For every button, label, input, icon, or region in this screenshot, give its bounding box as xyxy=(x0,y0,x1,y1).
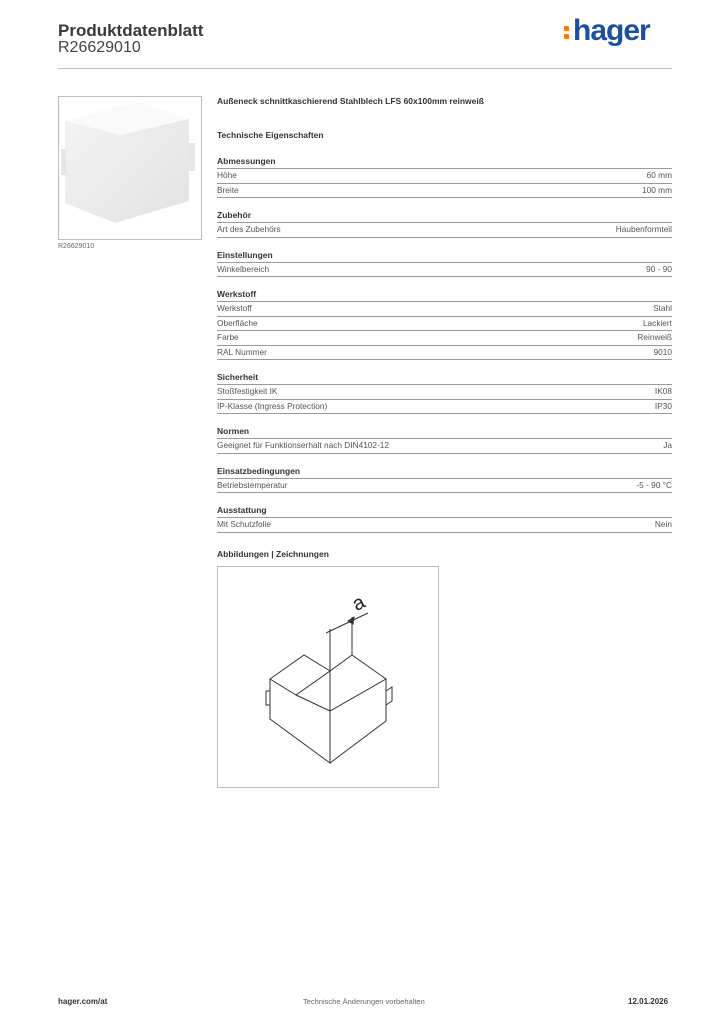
tech-title: Technische Eigenschaften xyxy=(217,130,324,140)
spec-label: Oberfläche xyxy=(217,317,258,328)
section-title: Einsatzbedingungen xyxy=(217,465,672,479)
spec-row xyxy=(217,479,672,494)
dimension-label: a xyxy=(348,591,369,616)
spec-row xyxy=(217,518,672,533)
logo-text: hager xyxy=(573,14,650,47)
spec-value: Ja xyxy=(663,440,672,450)
product-name: Außeneck schnittkaschierend Stahlblech LFS 60x100mm reinweiß xyxy=(217,96,484,106)
spec-section xyxy=(217,155,672,198)
spec-section xyxy=(217,425,672,454)
spec-value: IP30 xyxy=(654,400,672,411)
spec-section xyxy=(217,209,672,238)
spec-section xyxy=(217,249,672,278)
spec-value: IK08 xyxy=(654,386,672,396)
section-title: Einstellungen xyxy=(217,249,672,263)
spec-row xyxy=(217,184,672,199)
spec-label: Werkstoff xyxy=(217,303,252,313)
header-divider xyxy=(58,68,672,69)
product-photo xyxy=(59,97,201,239)
logo-dots-icon xyxy=(564,26,570,42)
technical-drawing xyxy=(217,566,439,788)
spec-label: Stoßfestigkeit IK xyxy=(217,386,278,396)
spec-row xyxy=(217,439,672,454)
section-title: Werkstoff xyxy=(217,288,672,302)
spec-label: Breite xyxy=(217,184,239,195)
section-title: Sicherheit xyxy=(217,371,672,385)
spec-row xyxy=(217,223,672,238)
spec-area xyxy=(217,96,672,559)
spec-row xyxy=(217,400,672,415)
article-number: R26629010 xyxy=(58,39,141,56)
image-caption: R26629010 xyxy=(58,243,95,250)
spec-value: -5 - 90 °C xyxy=(636,479,672,490)
spec-value: Reinweiß xyxy=(637,332,672,342)
spec-section xyxy=(217,371,672,414)
spec-row xyxy=(217,263,672,278)
section-title: Ausstattung xyxy=(217,504,672,518)
spec-label: Art des Zubehörs xyxy=(217,224,281,234)
spec-label: Farbe xyxy=(217,332,239,342)
spec-value: 100 mm xyxy=(642,184,672,195)
spec-value: Nein xyxy=(654,519,672,529)
spec-label: Winkelbereich xyxy=(217,263,270,274)
spec-value: Stahl xyxy=(653,303,672,313)
spec-value: Lackiert xyxy=(642,317,672,328)
spec-section xyxy=(217,288,672,360)
spec-label: Betriebstemperatur xyxy=(217,479,288,490)
page-title: Produktdatenblatt xyxy=(58,21,204,40)
figures-title: Abbildungen | Zeichnungen xyxy=(217,548,329,559)
spec-row xyxy=(217,317,672,332)
product-image xyxy=(58,96,202,240)
spec-label: RAL Nummer xyxy=(217,346,267,357)
spec-row xyxy=(217,346,672,361)
footer-website: hager.com/at xyxy=(58,997,108,1006)
spec-value: 90 - 90 xyxy=(646,263,672,274)
spec-label: Geeignet für Funktionserhalt nach DIN4102-12 xyxy=(217,440,390,450)
footer-date: 12.01.2026 xyxy=(628,997,669,1006)
hager-logo xyxy=(566,14,650,48)
spec-section xyxy=(217,465,672,494)
spec-label: Mit Schutzfolie xyxy=(217,519,271,529)
spec-value: 60 mm xyxy=(646,170,672,180)
spec-row xyxy=(217,331,672,346)
spec-row xyxy=(217,169,672,184)
spec-row xyxy=(217,385,672,400)
spec-value: 9010 xyxy=(653,346,672,357)
spec-label: IP-Klasse (Ingress Protection) xyxy=(217,400,328,411)
corner-drawing-svg xyxy=(218,567,438,787)
spec-sections xyxy=(217,155,672,533)
footer-note: Technische Änderungen vorbehalten xyxy=(303,997,425,1006)
spec-label: Höhe xyxy=(217,170,237,180)
spec-value: Haubenformteil xyxy=(615,224,672,234)
spec-row xyxy=(217,302,672,317)
section-title: Normen xyxy=(217,425,672,439)
spec-section xyxy=(217,504,672,533)
section-title: Abmessungen xyxy=(217,155,672,169)
section-title: Zubehör xyxy=(217,209,672,223)
